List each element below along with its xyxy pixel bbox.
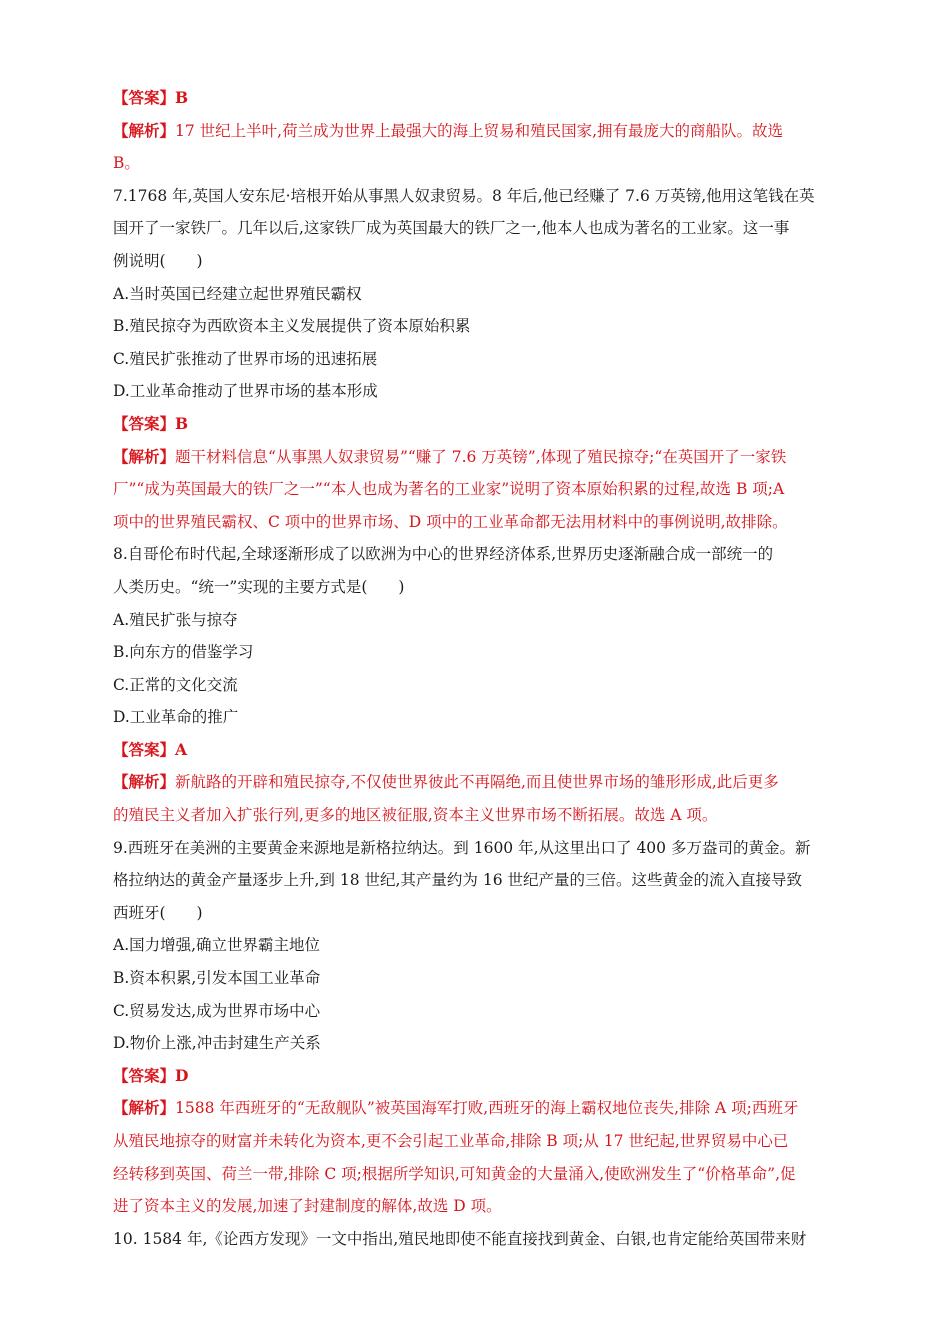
answer-value: D (175, 1065, 189, 1085)
analysis-text: 进了资本主义的发展,加速了封建制度的解体,故选 D 项。 (113, 1197, 502, 1216)
option-line: A.当时英国已经建立起世界殖民霸权 (113, 284, 362, 303)
question-line: 人类历史。“统一”实现的主要方式是( ) (113, 577, 405, 596)
question-line: 8.自哥伦布时代起,全球逐渐形成了以欧洲为中心的世界经济体系,世界历史逐渐融合成一部统一的 (113, 545, 774, 564)
option-line: B.资本积累,引发本国工业革命 (113, 969, 321, 988)
answer-label: 【答案】 (113, 413, 176, 433)
question-line: 西班牙( ) (113, 903, 203, 922)
analysis-text: B。 (113, 154, 140, 173)
answer-line (113, 734, 841, 767)
analysis-line (113, 766, 841, 799)
analysis-line (113, 1158, 841, 1191)
option-line: D.工业革命的推广 (113, 708, 239, 727)
option-line: A.国力增强,确立世界霸主地位 (113, 936, 321, 955)
analysis-label: 【解析】 (113, 1098, 176, 1118)
analysis-text: 项中的世界殖民霸权、C 项中的世界市场、D 项中的工业革命都无法用材料中的事例说明,故排除。 (113, 512, 788, 531)
question-line: 格拉纳达的黄金产量逐步上升,到 18 世纪,其产量约为 16 世纪产量的三倍。这些黄金的流入直接导致 (113, 871, 803, 890)
analysis-line (113, 147, 841, 180)
answer-label: 【答案】 (113, 88, 176, 107)
analysis-label: 【解析】 (113, 446, 176, 466)
analysis-label: 【解析】 (113, 120, 176, 140)
analysis-line (113, 1125, 841, 1158)
analysis-line (113, 473, 841, 506)
analysis-text: 经转移到英国、荷兰一带,排除 C 项;根据所学知识,可知黄金的大量涌入,使欧洲发生了“价格革命”,促 (113, 1164, 796, 1183)
analysis-text: 新航路的开辟和殖民掠夺,不仅使世界彼此不再隔绝,而且使世界市场的雏形形成,此后更多 (175, 773, 779, 792)
option-line: C.贸易发达,成为世界市场中心 (113, 1001, 321, 1020)
option-line: B.向东方的借鉴学习 (113, 643, 254, 662)
analysis-line (113, 1092, 841, 1125)
answer-value: B (175, 88, 189, 107)
answer-value: B (175, 413, 189, 433)
answer-label: 【答案】 (113, 1065, 176, 1085)
analysis-text: 题干材料信息“从事黑人奴隶贸易”“赚了 7.6 万英镑”,体现了殖民掠夺;“在英国开了一家铁 (175, 447, 787, 466)
document-content (113, 82, 841, 1255)
question-line: 9.西班牙在美洲的主要黄金来源地是新格拉纳达。到 1600 年,从这里出口了 400 多万盎司的黄金。新 (113, 838, 811, 857)
option-line: B.殖民掠夺为西欧资本主义发展提供了资本原始积累 (113, 317, 471, 336)
analysis-text: 17 世纪上半叶,荷兰成为世界上最强大的海上贸易和殖民国家,拥有最庞大的商船队。故选 (175, 121, 784, 140)
option-line: D.工业革命推动了世界市场的基本形成 (113, 382, 378, 401)
answer-line (113, 82, 841, 115)
analysis-line (113, 506, 841, 539)
option-line: D.物价上涨,冲击封建生产关系 (113, 1034, 321, 1053)
answer-line (113, 408, 841, 441)
analysis-line (113, 799, 841, 832)
analysis-label: 【解析】 (113, 772, 176, 792)
answer-value: A (175, 739, 188, 759)
analysis-line (113, 1190, 841, 1223)
analysis-text: 厂”“成为英国最大的铁厂之一”“本人也成为著名的工业家”说明了资本原始积累的过程,故选 B 项;A (113, 480, 785, 499)
analysis-line (113, 441, 841, 474)
option-line: C.殖民扩张推动了世界市场的迅速拓展 (113, 349, 378, 368)
question-line: 7.1768 年,英国人安东尼·培根开始从事黑人奴隶贸易。8 年后,他已经赚了 7.6 万英镑,他用这笔钱在英 (113, 186, 815, 205)
answer-line (113, 1060, 841, 1093)
answer-label: 【答案】 (113, 739, 176, 759)
analysis-text: 1588 年西班牙的“无敌舰队”被英国海军打败,西班牙的海上霸权地位丧失,排除 A 项;西班牙 (175, 1099, 799, 1118)
option-line: A.殖民扩张与掠夺 (113, 610, 238, 629)
question-line: 例说明( ) (113, 251, 203, 270)
question-line: 10. 1584 年,《论西方发现》一文中指出,殖民地即使不能直接找到黄金、白银,也肯定能给英国带来财 (113, 1229, 807, 1248)
analysis-text: 从殖民地掠夺的财富并未转化为资本,更不会引起工业革命,排除 B 项;从 17 世纪起,世界贸易中心已 (113, 1132, 789, 1150)
analysis-text: 的殖民主义者加入扩张行列,更多的地区被征服,资本主义世界市场不断拓展。故选 A 项。 (113, 806, 718, 825)
analysis-line (113, 115, 841, 148)
option-line: C.正常的文化交流 (113, 675, 238, 694)
question-line: 国开了一家铁厂。几年以后,这家铁厂成为英国最大的铁厂之一,他本人也成为著名的工业家。这一事 (113, 219, 790, 238)
